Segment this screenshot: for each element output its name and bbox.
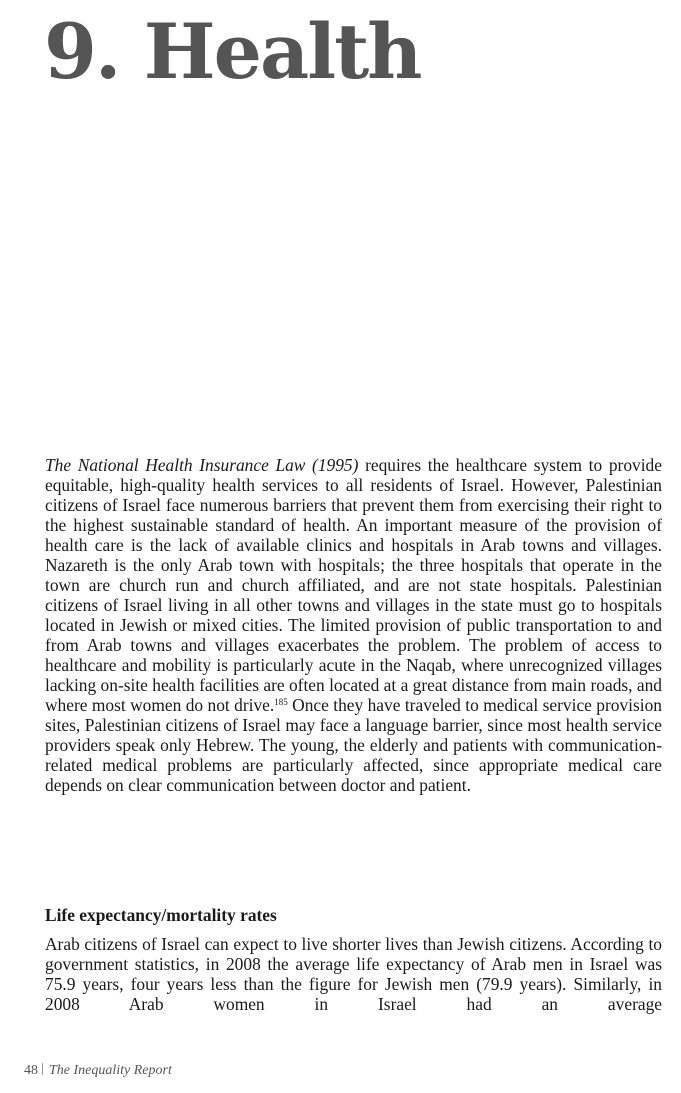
intro-text-part-2: Once they have traveled to medical service provision sites, Palestinian citizens of Israel may face a language barrier, since most health service providers speak only Hebrew. The young, the elderly and patients with communication-related medical problems are particularly affected, since appropriate medical care depends on clear communication between doctor and patient. (45, 695, 662, 795)
page-number: 48 (24, 1063, 38, 1078)
law-citation: The National Health Insurance Law (1995) (45, 455, 359, 475)
section-heading: Life expectancy/mortality rates (45, 905, 277, 925)
running-title: The Inequality Report (49, 1063, 172, 1078)
footer-separator (42, 1063, 43, 1075)
section-body-paragraph: Arab citizens of Israel can expect to live shorter lives than Jewish citizens. According to government statistics, in 2008 the average life expectancy of Arab men in Israel was 75.9 years, four years less than the figure for Jewish men (79.9 years). Similarly, in 2008 Arab women in Israel had an average (45, 934, 662, 1014)
intro-paragraph (45, 455, 662, 795)
footnote-reference[interactable]: 185 (274, 697, 288, 707)
page-footer (24, 1062, 172, 1080)
chapter-title: 9. Health (44, 7, 421, 96)
intro-text-part-1: requires the healthcare system to provide equitable, high-quality health services to all residents of Israel. However, Palestinian citizens of Israel face numerous barriers that prevent them from exercising their right to the highest sustainable standard of health. An important measure of the provision of health care is the lack of available clinics and hospitals in Arab towns and villages. Nazareth is the only Arab town with hospitals; the three hospitals that operate in the town are church run and church affiliated, and are not state hospitals. Palestinian citizens of Israel living in all other towns and villages in the state must go to hospitals located in Jewish or mixed cities. The limited provision of public transportation to and from Arab towns and villages exacerbates the problem. The problem of access to healthcare and mobility is particularly acute in the Naqab, where unrecognized villages lacking on-site health facilities are often located at a great distance from main roads, and where most women do not drive. (45, 455, 662, 715)
